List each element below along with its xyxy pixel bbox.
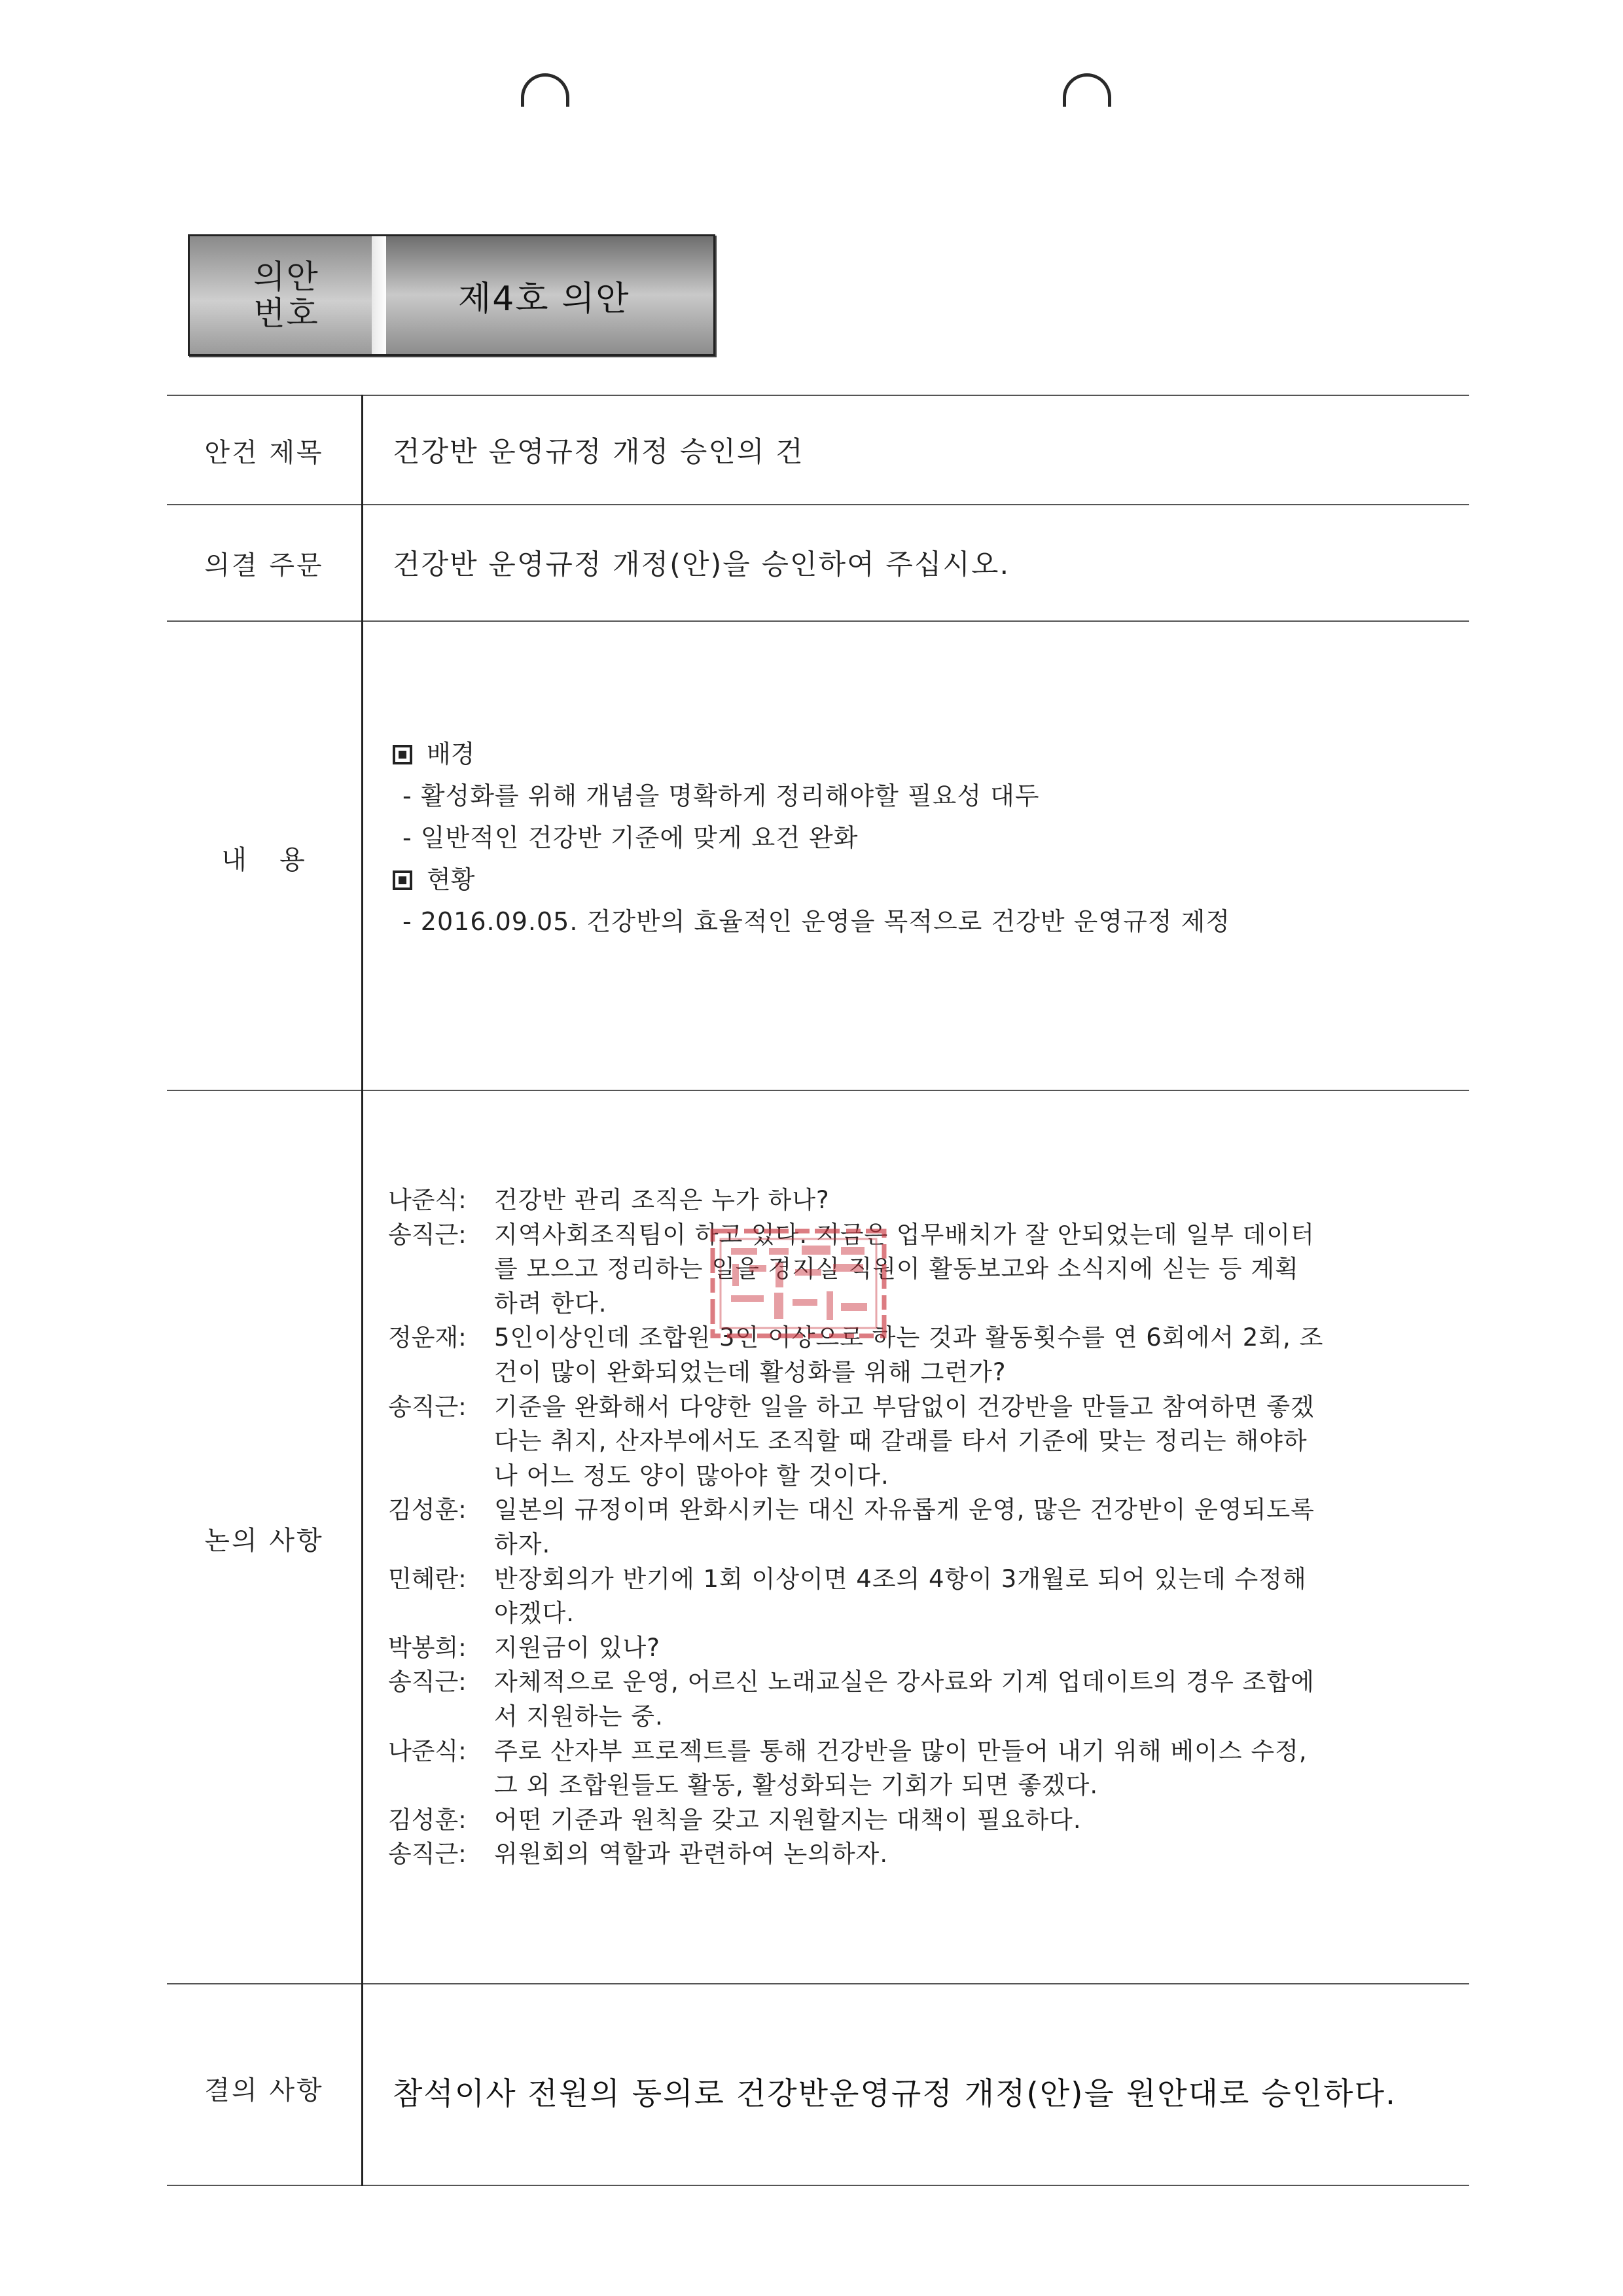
agenda-number-label-cell [190, 236, 383, 354]
speaker-name: 송직근: [388, 1840, 467, 1869]
statement-line: 5인이상인데 조합원 3인 이상으로 하는 것과 활동횟수를 연 6회에서 2회, 조 [494, 1323, 1324, 1352]
statement-line: 건강반 관리 조직은 누가 하나? [494, 1186, 830, 1214]
discussion-entry [388, 1734, 1474, 1803]
content-block [393, 733, 1466, 942]
speaker-name: 송직근: [388, 1220, 467, 1249]
speaker-name: 정운재: [388, 1323, 467, 1352]
list-item: - 활성화를 위해 개념을 명확하게 정리해야할 필요성 대두 [402, 781, 1040, 810]
statement-line: 어떤 기준과 원칙을 갖고 지원할지는 대책이 필요하다. [494, 1805, 1082, 1834]
statement-line: 위원회의 역할과 관련하여 논의하자. [494, 1840, 889, 1869]
resolution-text: 참석이사 전원의 동의로 건강반운영규정 개정(안)을 원안대로 승인하다. [393, 2076, 1397, 2112]
statement-line: 서 지원하는 중. [494, 1702, 664, 1731]
discussion-entry [388, 1390, 1474, 1494]
statement-line: 반장회의가 반기에 1회 이상이면 4조의 4항이 3개월로 되어 있는데 수정해 [494, 1564, 1307, 1593]
statement-line: 기준을 완화해서 다양한 일을 하고 부담없이 건강반을 만들고 참여하면 좋겠 [494, 1392, 1315, 1421]
row-label-content: 내 용 [221, 845, 307, 875]
discussion-entry [388, 1218, 1474, 1321]
discussion-transcript [388, 1183, 1474, 1872]
statement-line: 그 외 조합원들도 활동, 활성화되는 기회가 되면 좋겠다. [494, 1771, 1099, 1800]
discussion-entry [388, 1321, 1474, 1390]
agenda-title: 건강반 운영규정 개정 승인의 건 [393, 436, 804, 469]
statement-line: 다는 취지, 산자부에서도 조직할 때 갈래를 타서 기준에 맞는 정리는 해야하 [494, 1427, 1308, 1456]
discussion-entry [388, 1665, 1474, 1734]
decision-main-text: 건강반 운영규정 개정(안)을 승인하여 주십시오. [393, 548, 1010, 581]
statement-line: 하려 한다. [494, 1289, 607, 1318]
discussion-entry [388, 1631, 1474, 1666]
speaker-name: 나준식: [388, 1736, 467, 1765]
speaker-name: 민혜란: [388, 1564, 467, 1593]
statement-line: 지원금이 있나? [494, 1633, 660, 1662]
discussion-entry [388, 1803, 1474, 1838]
row-label-resolution: 결의 사항 [204, 2075, 324, 2106]
statement-line: 나 어느 정도 양이 많아야 할 것이다. [494, 1461, 889, 1490]
speaker-name: 나준식: [388, 1186, 467, 1214]
statement-line: 야겠다. [494, 1599, 575, 1628]
discussion-entry [388, 1493, 1474, 1562]
discussion-entry [388, 1837, 1474, 1872]
row-label-discussion: 논의 사항 [204, 1526, 324, 1556]
speaker-name: 김성훈: [388, 1496, 467, 1524]
agenda-number-value: 제4호 의안 [383, 236, 713, 354]
statement-line: 건이 많이 완화되었는데 활성화를 위해 그런가? [494, 1357, 1007, 1386]
filled-square-icon [393, 870, 412, 890]
binder-hole-left [521, 73, 569, 107]
section-heading: 현황 [393, 859, 1466, 901]
filled-square-icon [393, 745, 412, 764]
agenda-number-label: 의안 번호 [253, 258, 319, 332]
statement-line: 지역사회조직팀이 하고 있다. 지금은 업무배치가 잘 안되었는데 일부 데이터 [494, 1220, 1315, 1249]
speaker-name: 김성훈: [388, 1805, 467, 1834]
speaker-name: 박봉희: [388, 1633, 467, 1662]
statement-line: 일본의 규정이며 완화시키는 대신 자유롭게 운영, 많은 건강반이 운영되도록 [494, 1496, 1315, 1524]
section-heading: 배경 [393, 733, 1466, 775]
row-label-decision-main: 의결 주문 [204, 550, 324, 581]
table-column-divider [361, 395, 363, 2186]
discussion-entry [388, 1562, 1474, 1631]
organization-seal [704, 1208, 895, 1345]
agenda-number-box [188, 234, 715, 356]
statement-line: 를 모으고 정리하는 일을 경지실 직원이 활동보고와 소식지에 싣는 등 계획 [494, 1255, 1299, 1283]
statement-line: 주로 산자부 프로젝트를 통해 건강반을 많이 만들어 내기 위해 베이스 수정, [494, 1736, 1308, 1765]
statement-line: 하자. [494, 1530, 551, 1558]
list-item: - 일반적인 건강반 기준에 맞게 요건 완화 [402, 823, 859, 852]
row-label-title: 안건 제목 [204, 438, 324, 468]
statement-line: 자체적으로 운영, 어르신 노래교실은 강사료와 기계 업데이트의 경우 조합에 [494, 1668, 1315, 1696]
speaker-name: 송직근: [388, 1392, 467, 1421]
list-item: - 2016.09.05. 건강반의 효율적인 운영을 목적으로 건강반 운영규정 제정 [402, 907, 1230, 936]
speaker-name: 송직근: [388, 1668, 467, 1696]
binder-hole-right [1063, 73, 1111, 107]
discussion-entry [388, 1183, 1474, 1218]
